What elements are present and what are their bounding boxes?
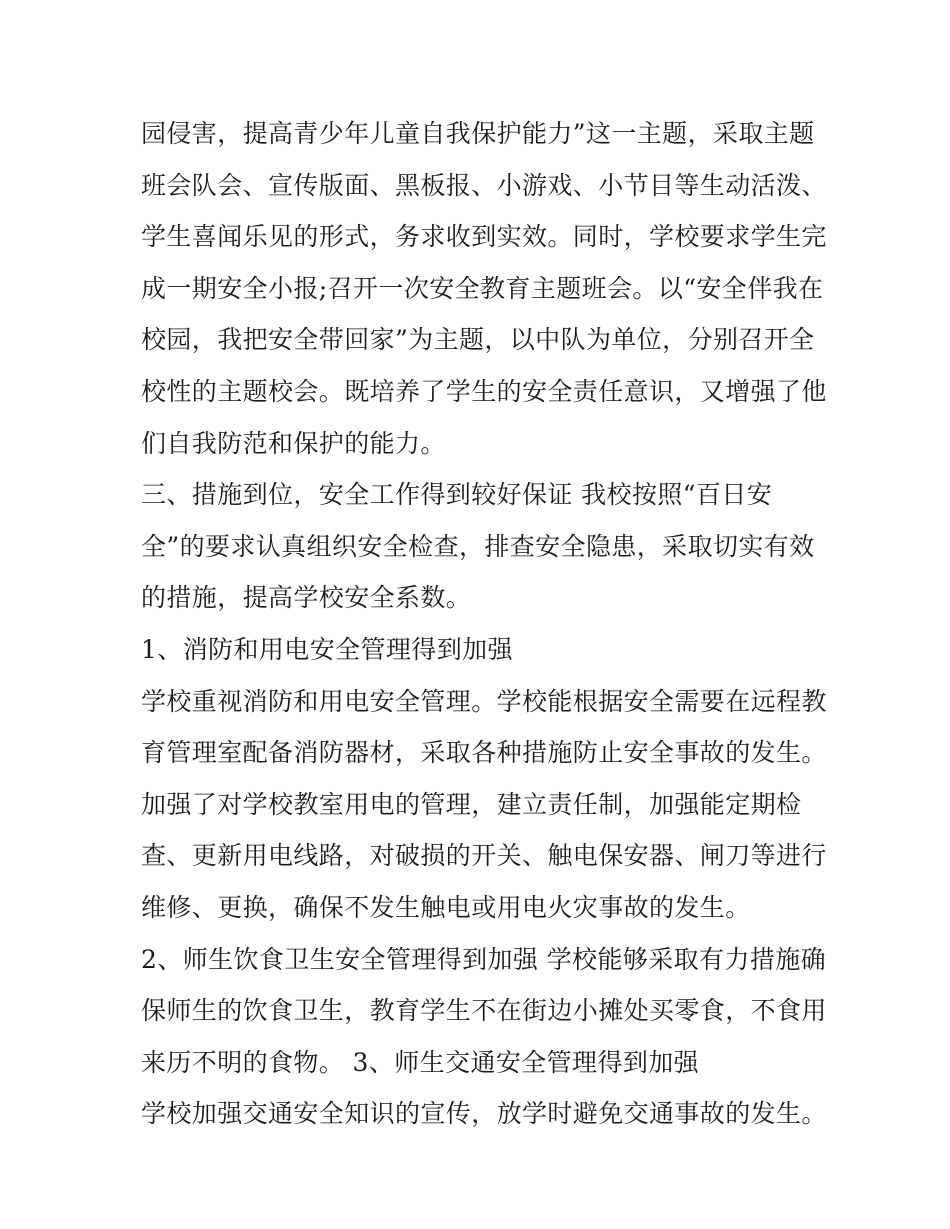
body-text	[141, 108, 831, 1140]
text-line: 维修、更换，确保不发生触电或用电火灾事故的发生。	[141, 892, 751, 922]
text-line: 保师生的饮食卫生，教育学生不在街边小摊处买零食，不食用	[141, 996, 827, 1026]
text-line: 学生喜闻乐见的形式，务求收到实效。同时，学校要求学生完	[141, 222, 827, 252]
text-line: 学校加强交通安全知识的宣传，放学时避免交通事故的发生。	[141, 1099, 827, 1129]
text-line: 查、更新用电线路，对破损的开关、触电保安器、闸刀等进行	[141, 841, 827, 871]
subsection-heading: 1、消防和用电安全管理得到加强	[141, 634, 513, 664]
text-line: 学校重视消防和用电安全管理。学校能根据安全需要在远程教	[141, 686, 827, 716]
text-line: 园侵害，提高青少年儿童自我保护能力”这一主题，采取主题	[141, 119, 815, 148]
text-line: 来历不明的食物。 3、师生交通安全管理得到加强	[141, 1047, 700, 1077]
section-heading: 三、措施到位，安全工作得到较好保证 我校按照“百日安	[141, 480, 773, 510]
text-line: 成一期安全小报;召开一次安全教育主题班会。以“安全伴我在	[141, 273, 824, 303]
text-line: 育管理室配备消防器材，采取各种措施防止安全事故的发生。	[141, 738, 827, 768]
text-line: 班会队会、宣传版面、黑板报、小游戏、小节目等生动活泼、	[141, 170, 827, 200]
text-line: 全”的要求认真组织安全检查，排查安全隐患，采取切实有效	[141, 531, 815, 561]
text-line: 加强了对学校教室用电的管理，建立责任制，加强能定期检	[141, 789, 802, 819]
text-line: 校园，我把安全带回家”为主题，以中队为单位，分别召开全	[141, 325, 815, 355]
text-line: 校性的主题校会。既培养了学生的安全责任意识，又增强了他	[141, 376, 827, 406]
subsection-heading: 2、师生饮食卫生安全管理得到加强 学校能够采取有力措施确	[141, 944, 827, 974]
text-line: 的措施，提高学校安全系数。	[141, 583, 472, 613]
text-line: 们自我防范和保护的能力。	[141, 428, 446, 458]
